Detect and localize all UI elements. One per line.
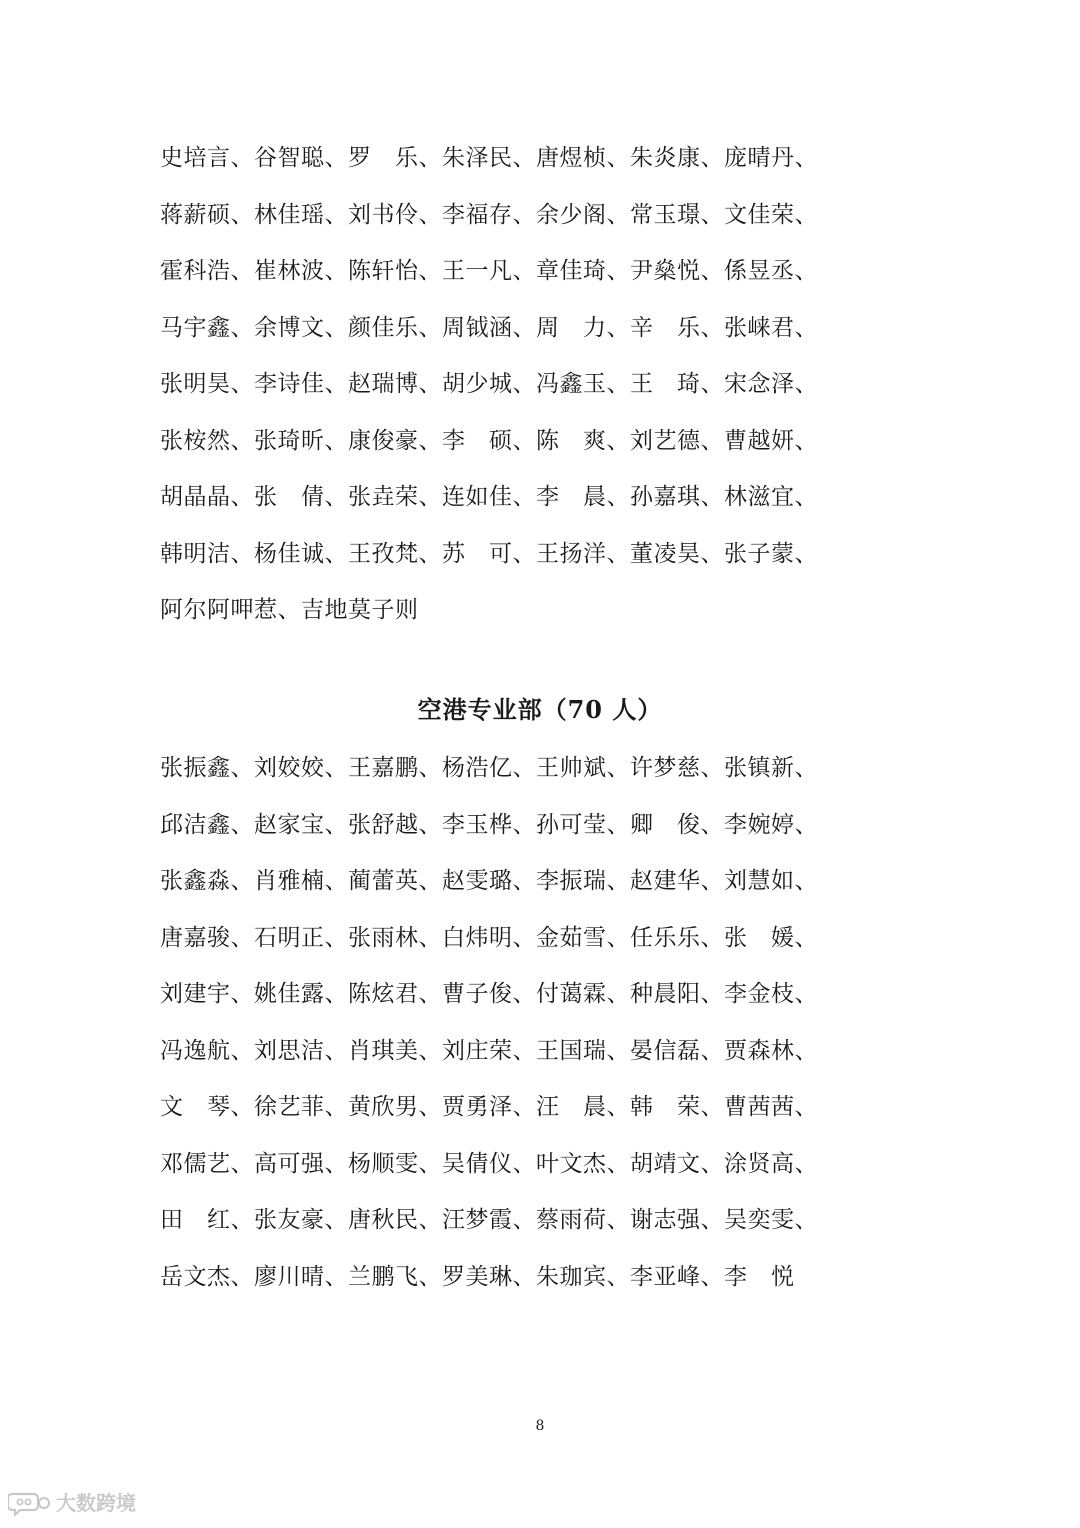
name-line: 霍科浩、崔林波、陈轩怡、王一凡、章佳琦、尹燊悦、係昱丞、 — [160, 258, 818, 284]
name-line: 张振鑫、刘姣姣、王嘉鹏、杨浩亿、王帅斌、许梦慈、张镇新、 — [160, 755, 818, 781]
name-line: 刘建宇、姚佳露、陈炫君、曹子俊、付蔼霖、种晨阳、李金枝、 — [160, 981, 818, 1007]
name-line: 韩明洁、杨佳诚、王孜梵、苏 可、王扬洋、董凌昊、张子蒙、 — [160, 540, 818, 567]
name-line: 邱洁鑫、赵家宝、张舒越、李玉桦、孙可莹、卿 俊、李婉婷、 — [160, 811, 818, 838]
name-line: 史培言、谷智聪、罗 乐、朱泽民、唐煜桢、朱炎康、庞晴丹、 — [160, 145, 818, 171]
name-line: 文 琴、徐艺菲、黄欣男、贾勇泽、汪 晨、韩 荣、曹茜茜、 — [160, 1094, 818, 1120]
name-line: 邓儒艺、高可强、杨顺雯、吴倩仪、叶文杰、胡靖文、涂贤高、 — [160, 1150, 818, 1177]
name-line: 阿尔阿呷惹、吉地莫子则 — [160, 597, 419, 623]
name-list-top — [160, 130, 920, 639]
name-line: 冯逸航、刘思洁、肖琪美、刘庄荣、王国瑞、晏信磊、贾森林、 — [160, 1037, 818, 1064]
name-line: 马宇鑫、余博文、颜佳乐、周钺涵、周 力、辛 乐、张崃君、 — [160, 314, 818, 341]
name-list-bottom — [160, 740, 920, 1305]
watermark — [8, 1488, 136, 1518]
name-line: 岳文杰、廖川晴、兰鹏飞、罗美琳、朱珈宾、李亚峰、李 悦 — [160, 1263, 795, 1290]
name-line: 蒋薪硕、林佳瑶、刘书伶、李福存、余少阁、常玉璟、文佳荣、 — [160, 201, 818, 228]
name-line: 张桉然、张琦昕、康俊豪、李 硕、陈 爽、刘艺德、曹越妍、 — [160, 427, 818, 454]
section-title: 空港专业部（70 人） — [417, 695, 663, 724]
page-number: 8 — [535, 1418, 545, 1434]
name-line: 田 红、张友豪、唐秋民、汪梦霞、蔡雨荷、谢志强、吴奕雯、 — [160, 1207, 818, 1233]
speech-bubble-logo-icon — [8, 1490, 52, 1516]
watermark-text: 大数跨境 — [56, 1491, 136, 1515]
name-line: 张鑫淼、肖雅楠、蔺蕾英、赵雯璐、李振瑞、赵建华、刘慧如、 — [160, 868, 818, 894]
name-line: 张明昊、李诗佳、赵瑞博、胡少城、冯鑫玉、王 琦、宋念泽、 — [160, 371, 818, 397]
name-line: 胡晶晶、张 倩、张垚荣、连如佳、李 晨、孙嘉琪、林滋宜、 — [160, 484, 818, 510]
name-line: 唐嘉骏、石明正、张雨林、白炜明、金茹雪、任乐乐、张 媛、 — [160, 924, 818, 951]
